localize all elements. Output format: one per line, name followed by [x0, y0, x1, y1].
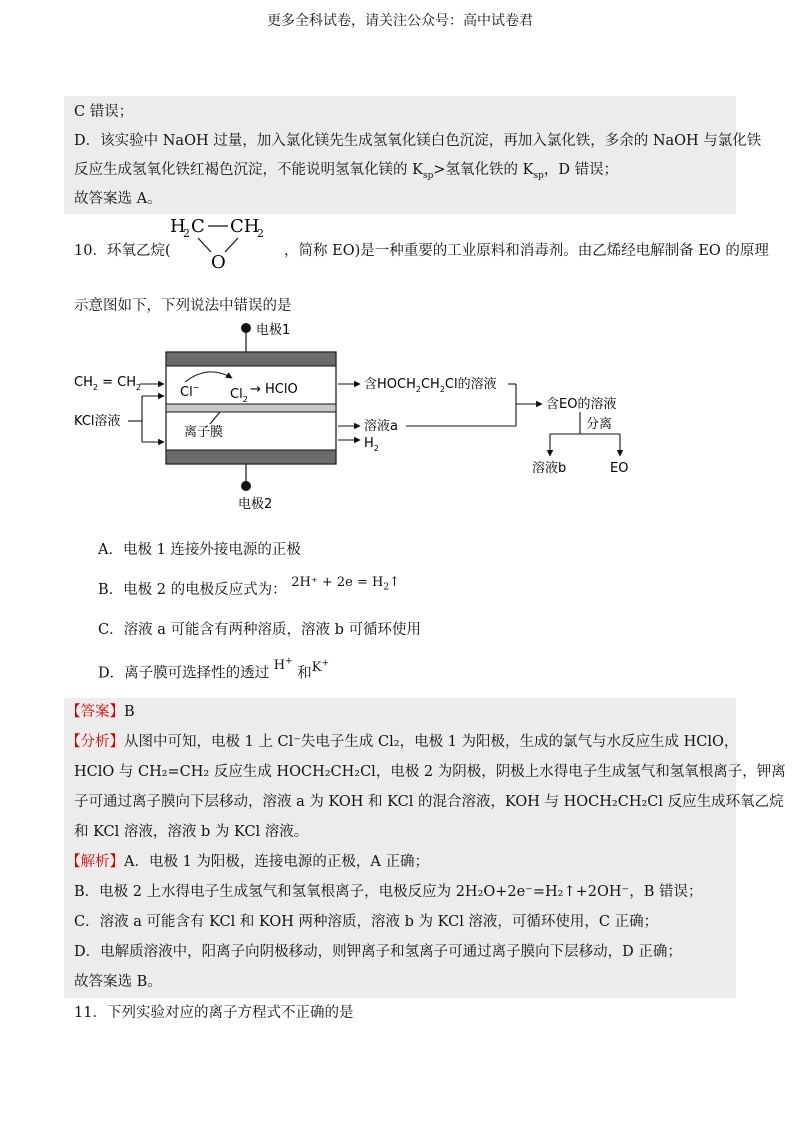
page-header: 更多全科试卷，请关注公众号：高中试卷君 — [267, 13, 533, 29]
struct-o: O — [211, 252, 226, 272]
option-d-k-ion: K+ — [311, 659, 329, 676]
electrode2-plate — [166, 450, 336, 464]
explain-line-3: C．溶液 a 可能含有 KCl 和 KOH 两种溶质，溶液 b 为 KCl 溶液，可循环使用，C 正确； — [74, 914, 659, 930]
analysis-line-4: 和 KCl 溶液，溶液 b 为 KCl 溶液。 — [74, 824, 309, 840]
prev-answer-line: 故答案选 A。 — [74, 191, 162, 207]
output1-label: 含$HOCH_2CH_2Cl$的溶液 — [364, 377, 497, 394]
q10-stem-line1b: ，简称 EO)是一种重要的工业原料和消毒剂。由乙烯经电解制备 EO 的原理 — [284, 243, 769, 259]
chloride-ion: Cl− — [180, 383, 200, 400]
electrode1-label: 电极1 — [256, 323, 291, 338]
eo-label: EO — [610, 461, 629, 476]
electrolysis-diagram — [60, 320, 680, 515]
ethylene-input: $CH_2 = CH_2$ — [74, 375, 142, 392]
struct-h-sub: 2 — [183, 227, 190, 240]
prev-d-line1: D．该实验中 NaOH 过量，加入氯化镁先生成氢氧化镁白色沉淀，再加入氯化铁，多余的 NaOH 与氯化铁 — [74, 133, 762, 149]
electrode1-plate — [166, 352, 336, 366]
membrane-label: 离子膜 — [184, 425, 224, 440]
q10-stem-line2: 示意图如下，下列说法中错误的是 — [74, 298, 292, 314]
explain-line-2: B．电极 2 上水得电子生成氢气和氢氧根离子，电极反应为 2H₂O+2e⁻=H₂↑+2OH⁻，B 错误； — [74, 884, 703, 900]
explain-line-1: 【解析】A．电极 1 为阳极，连接电源的正极，A 正确； — [66, 854, 429, 870]
option-d: D．离子膜可选择性的透过 H+ 和K+ — [98, 657, 329, 682]
prev-answer-block — [64, 96, 736, 214]
explain-line-4: D．电解质溶液中，阳离子向阴极移动，则钾离子和氢离子可通过离子膜向下层移动，D 正确； — [74, 944, 682, 960]
h2-label: $H_2$ — [364, 436, 379, 453]
option-c: C．溶液 a 可能含有两种溶质，溶液 b 可循环使用 — [98, 622, 421, 638]
answer-line: 【答案】B — [66, 704, 135, 720]
prev-c-line: C 错误； — [74, 104, 134, 120]
analysis-line-1: 【分析】从图中可知，电极 1 上 Cl⁻失电子生成 Cl₂，电极 1 为阳极，生成的氯气与水反应生成 HClO， — [66, 734, 739, 750]
prev-d-line2: 反应生成氢氧化铁红褐色沉淀，不能说明氢氧化镁的 $K_{sp}>$氢氧化铁的 $K_{sp}$，D 错误； — [74, 162, 619, 181]
explain-line-5: 故答案选 B。 — [74, 974, 162, 990]
solution-b-label: 溶液b — [532, 461, 567, 476]
option-d-h-ion: H+ — [273, 657, 293, 674]
ion-membrane — [166, 404, 336, 412]
epoxide-structure — [168, 212, 278, 272]
hclo-label: → HClO — [250, 382, 298, 397]
kcl-input: KCl溶液 — [74, 414, 121, 429]
q10-stem-line1: 10．环氧乙烷( — [74, 243, 171, 259]
struct-c: C — [191, 216, 205, 237]
analysis-line-2: HClO 与 CH₂=CH₂ 反应生成 HOCH₂CH₂Cl，电极 2 为阴极，阴极上水得电子生成氢气和氢氧根离子，钾离 — [74, 764, 786, 780]
electrode2-terminal — [241, 481, 251, 491]
struct-ch-sub: 2 — [257, 227, 264, 240]
chlorine-label: $Cl_2$ — [230, 387, 248, 404]
solution-a-label: 溶液a — [364, 419, 398, 434]
struct-ch: CH — [230, 216, 260, 237]
electrode2-label: 电极2 — [238, 497, 273, 512]
struct-co-bond-right — [225, 238, 238, 252]
analysis-line-3: 子可通过离子膜向下层移动，溶液 a 为 KOH 和 KCl 的混合溶液，KOH 与 HOCH₂CH₂Cl 反应生成环氧乙烷 — [74, 794, 784, 810]
eo-solution-label: 含EO的溶液 — [546, 397, 617, 412]
option-a: A．电极 1 连接外接电源的正极 — [98, 542, 301, 558]
struct-co-bond-left — [198, 238, 211, 252]
option-b-equation: $2H^+ + 2e = H_2↑$ — [291, 575, 400, 593]
electrode1-terminal — [241, 323, 251, 333]
q11-stem: 11．下列实验对应的离子方程式不正确的是 — [74, 1005, 354, 1021]
struct-h: H — [170, 216, 186, 237]
option-b: B．电极 2 的电极反应式为： $2H^+ + 2e = H_2↑$ — [98, 575, 400, 598]
separation-label: 分离 — [586, 417, 613, 432]
